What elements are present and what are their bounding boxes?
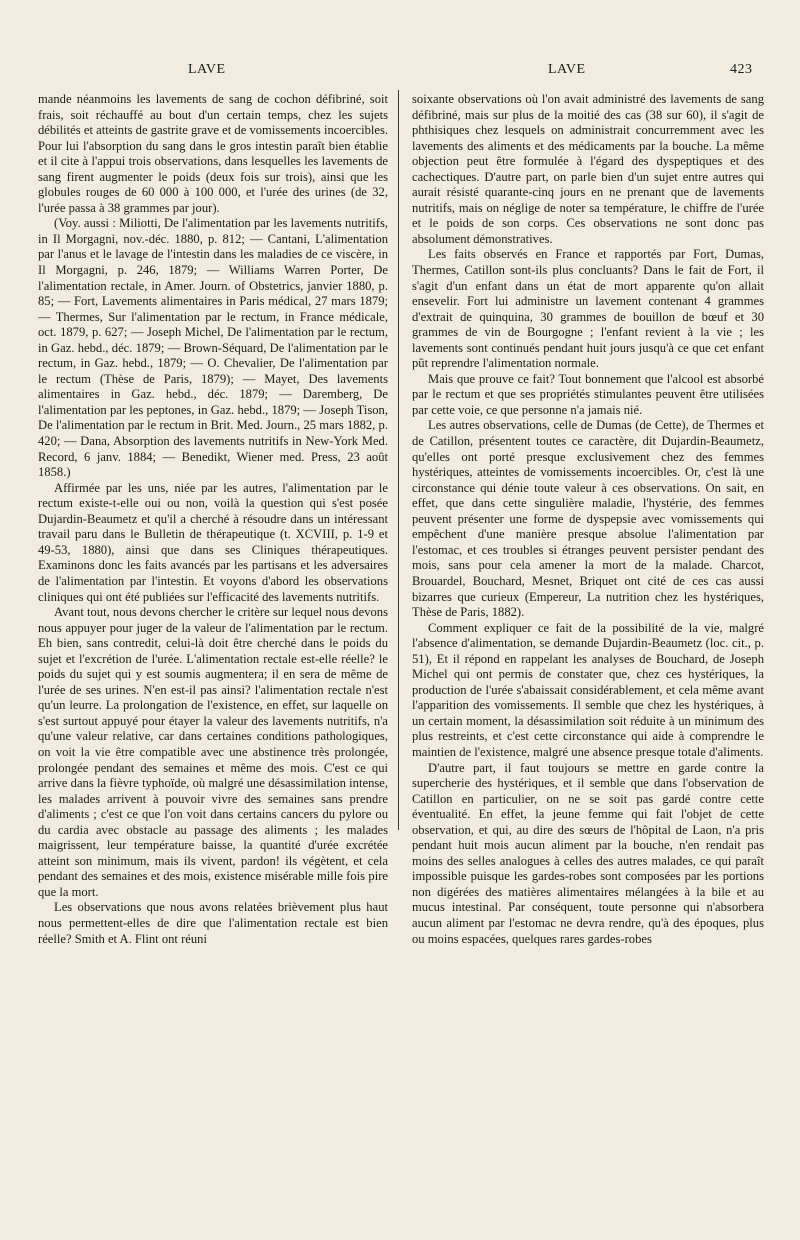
paragraph: Les autres observations, celle de Dumas (de Cette), de Thermes et de Catillon, présentent toutes ce caractère, dit Dujardin-Beaumetz, qu'elles ont porté presque exclusivement chez des femmes hystériques, atteintes de vomissements incoercibles. Or, c'est là une circonstance qui dénie toute valeur à ces observations. On sait, en effet, que dans cette singulière maladie, l'hystérie, des femmes peuvent présenter une forme de dyspepsie avec vomissements qui empêchent d'une manière presque absolue l'alimentation par l'estomac, et ces troubles si étranges peuvent persister pendant des mois, sans pour cela amener la mort de la malade. Charcot, Brouardel, Bouchard, Mesnet, Briquet ont cité de ces cas aussi bizarres que curieux (Empereur, La nutrition chez les hystériques, Thèse de Paris, 1882). [412,418,764,620]
paragraph: Comment expliquer ce fait de la possibilité de la vie, malgré l'absence d'alimentation, se demande Dujardin-Beaumetz (loc. cit., p. 51), Et il répond en rappelant les analyses de Bouchard, de Joseph Michel qui ont permis de constater que, chez ces hystériques, la production de l'urée s'abaissait considérablement, et cela même avant l'apparition des vomissements. Il semble que chez les hystériques, à un certain moment, la désassimilation soit réduite à un minimum des plus restreints, et c'est cette circonstance qui aide à comprendre le maintien de l'existence, malgré une absence presque totale d'aliments. [412,620,764,759]
paragraph: D'autre part, il faut toujours se mettre en garde contre la supercherie des hystériques, et il semble que dans l'observation de Catillon en particulier, on ne se soit pas gardé contre cette éventualité. En effet, la jeune femme qui fait l'objet de cette observation, et qui, au dire des sœurs de l'hôpital de Laon, n'a pris pendant huit mois aucun aliment par la bouche, n'en rendait pas moins des selles analogues à celles des autres malades, ce qui paraît impossible puisque les gardes-robes sont composées par les portions non digérées des matières alimentaires mélangées à la bile et au mucus intestinal. Par conséquent, toute personne qui n'absorbera aucun aliment par l'estomac ne devra rendre, qu'à des époques, plus ou moins espacées, quelques rares gardes-robes [412,760,764,946]
paragraph: Affirmée par les uns, niée par les autres, l'alimentation par le rectum existe-t-elle oui ou non, voilà la question qui s'est posée Dujardin-Beaumetz et qu'il a cherché à résoudre dans un intéressant travail paru dans le Bulletin de thérapeutique (t. XCVIII, p. 1-9 et 49-53, 1880), ainsi que dans ses Cliniques thérapeutiques. Examinons donc les faits avancés par les partisans et les adversaires de l'alimentation par l'intestin. Et voyons d'abord les observations cliniques qui ont été publiées sur l'efficacité des lavements nutritifs. [38,480,388,604]
page-number: 423 [730,62,753,77]
references-paragraph: (Voy. aussi : Miliotti, De l'alimentation par les lavements nutritifs, in Il Morgagni, nov.-déc. 1880, p. 812; — Cantani, L'alimentation par l'anus et le lavage de l'intestin dans les maladies de ce viscère, in Il Morgagni, p. 246, 1879; — Williams Warren Porter, De l'alimentation rectale, in Amer. Journ. of Obstetrics, janvier 1880, p. 85; — Fort, Lavements alimentaires in Paris médical, 27 mars 1879; — Thermes, Sur l'alimentation par le rectum, in France médicale, oct. 1879, p. 627; — Joseph Michel, De l'alimentation par le rectum, in Gaz. hebd., déc. 1879; — Brown-Séquard, De l'alimentation par le rectum, in Gaz. hebd., 1879; — O. Chevalier, De l'alimentation par le rectum (Thèse de Paris, 1879); — Mayet, Des lavements alimentaires in Gaz. hebd., déc. 1879; — Daremberg, De l'alimentation par les peptones, in Gaz. hebd., 1879; — Joseph Tison, De l'alimentation par le rectum in Brit. Med. Journ., 25 mars 1882, p. 420; — Dana, Absorption des lavements nutritifs in New-York Med. Record, 6 janv. 1884; — Benedikt, Wiener med. Press, 23 août 1858.) [38,216,388,480]
paragraph: soixante observations où l'on avait administré des lavements de sang défibriné, mais sur plus de la moitié des cas (38 sur 60), il s'agit de phthisiques chez lesquels on administrait concurremment avec les lavements des aliments et des médicaments par la bouche. La même objection peut être formulée à l'égard des dyspeptiques et des cachectiques. D'autre part, on parle bien d'un sujet entre autres qui aurait résisté quarante-cinq jours en ne prenant que de lavements nutritifs, mais on néglige de noter sa température, le chiffre de l'urée et le poids de son corps. Ces observations ne sont donc pas absolument démonstratives. [412,92,764,246]
running-head-left: LAVE [188,62,226,77]
paragraph: mande néanmoins les lavements de sang de cochon défibriné, soit frais, soit réchauffé au bout d'un certain temps, chez les sujets débilités et atteints de gastrite grave et de vomissements incoercibles. Pour lui l'absorption du sang dans le gros intestin paraît bien établie et il cite à l'appui trois observations, dans lesquelles les lavements de sang firent augmenter le poids (deux fois sur trois), ainsi que les globules rouges de 60 000 à 100 000, et l'urée des urines (de 32, l'urée passa à 38 grammes par jour). [38,92,388,215]
paragraph: Avant tout, nous devons chercher le critère sur lequel nous devons nous appuyer pour juger de la valeur de l'alimentation par le rectum. Eh bien, sans contredit, celui-là doit être cherché dans le poids du sujet et l'excrétion de l'urée. L'alimentation rectale est-elle réelle? le poids du sujet qui y est soumis augmentera; il en sera de même de l'urée de ses urines. N'en est-il pas ainsi? l'alimentation rectale n'est qu'un leurre. La prolongation de l'existence, en effet, sur laquelle on s'est surtout appuyé pour étayer la valeur des lavements nutritifs, n'a qu'une valeur relative, car dans certaines conditions pathologiques, on voit la vie être compatible avec une abstinence très prolongée, prolongée pendant des semaines et même des mois. C'est ce qui arrive dans la fièvre typhoïde, où malgré une désassimilation intense, les malades arrivent à pouvoir vivre des semaines sans prendre d'aliments ; c'est ce que l'on voit dans certains cancers du pylore ou du cardia avec obstacle au passage des aliments ; les malades maigrissent, leur température baisse, la quantité d'urée excrétée atteint son minimum, mais ils vivent, pardon! ils végètent, et cela pendant des semaines et des mois, existence misérable mille fois pire que la mort. [38,605,388,899]
left-column [38,92,388,947]
paragraph: Mais que prouve ce fait? Tout bonnement que l'alcool est absorbé par le rectum et que ses propriétés stimulantes peuvent être utilisées par cette voie, ce que personne n'a jamais nié. [412,371,764,417]
paragraph: Les observations que nous avons relatées brièvement plus haut nous permettent-elles de dire que l'alimentation rectale est bien réelle? Smith et A. Flint ont réuni [38,900,388,946]
running-head-right: LAVE [548,62,586,77]
paragraph: Les faits observés en France et rapportés par Fort, Dumas, Thermes, Catillon sont-ils plus concluants? Dans le fait de Fort, il s'agit d'un enfant dans un état de mort apparente qu'on allait ensevelir. Fort lui administre un lavement contenant 4 grammes d'extrait de quinquina, 30 grammes de bouillon de bœuf et 30 grammes de vin de Bourgogne ; l'enfant revient à la vie ; les lavements sont continués pendant huit jours jusqu'à ce que cet enfant pût reprendre l'alimentation normale. [412,247,764,371]
right-column [412,92,764,947]
column-divider [398,90,399,830]
